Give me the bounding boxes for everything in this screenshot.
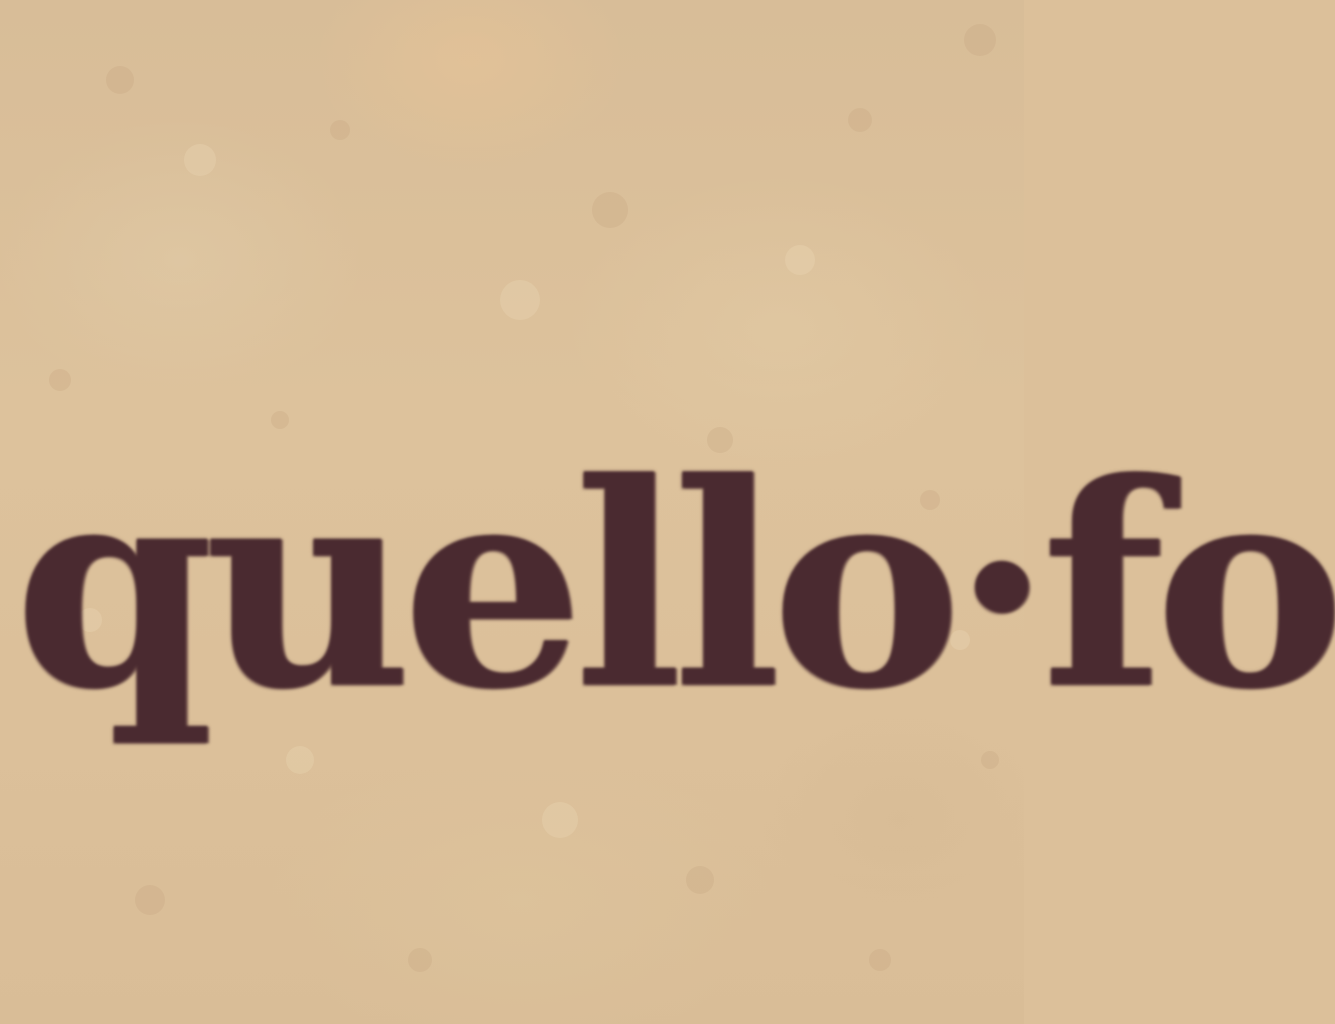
printed-text-fragment: quello·fo: [14, 421, 1335, 751]
